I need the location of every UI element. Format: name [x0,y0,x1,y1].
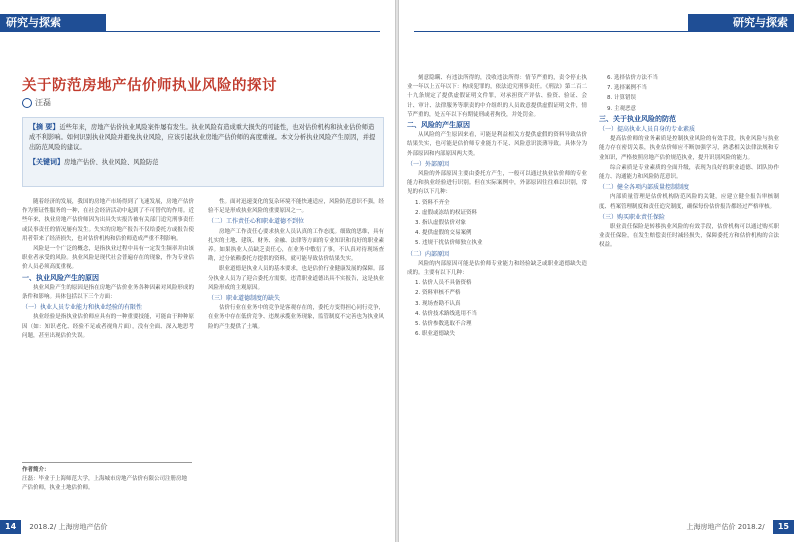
left-column-2 [208,198,384,508]
right-column-1 [407,74,587,514]
subsection-heading: （二）工作责任心和职业道德不到位 [208,218,305,226]
abstract-box [22,117,384,187]
footer-left [0,520,107,534]
author-icon [22,98,32,108]
list-item: 1. 估价人员不具备资格 [415,280,472,287]
list-item: 6. 选择估价方法不当 [607,75,658,81]
list-item: 6. 职业道德缺失 [415,331,455,338]
paragraph: 内部质量管理是估价机构防范风险的关键，应建立健全报告审核制度、档案管理制度和责任追究制度，确保每份估价报告都经过严格审核。 [599,194,779,210]
journal-name-right: 上海房地产估价 2018.2/ [686,523,765,531]
abstract: 【摘 要】近些年来，房地产估价执业风险案件屡有发生。执业风险有造成重大损失的可能性，也对估价机构和执业估价师造成不利影响。如何识别执业风险并避免执业风险，应该引起执业房地产估价师的高度重视。本文分析执业风险产生原因，并提出防范风险的建议。 [29,123,376,151]
paragraph: 风险是一个广泛的概念，是指执业过程中具有一定发生频率并由该职业者承受的风险。执业风险是现代社会普遍存在的现象，作为专业估价人员必须高度重视。 [22,246,194,271]
subsection-heading: （二）内部原因 [407,250,450,258]
list-item: 4. 提供虚假的交易案例 [415,230,472,237]
paragraph: 风险的内部原因可能是估价师专业能力和经验缺乏或职业道德缺失造成的。主要有以下几种： [407,260,587,277]
left-column-1 [22,198,194,458]
paragraph: 职业责任保险是转移执业风险的有效手段，估价机构可以通过购买职业责任保险，在发生赔偿责任时减轻损失，保障委托方和估价机构的合法权益。 [599,224,779,249]
page-number-left: 14 [0,520,21,534]
list-item: 8. 计算错误 [607,95,636,102]
section-heading: 三、关于执业风险的防范 [599,114,676,123]
subsection-heading: （一）外部原因 [407,160,450,168]
list-item: 2. 资料审核不严格 [415,290,461,297]
section-heading: 一、执业风险产生的原因 [22,273,99,282]
list-item: 5. 估价参数选取不合理 [415,321,472,328]
list-item: 9. 主观恶意 [607,105,636,112]
paragraph: 从风险的产生原因来看，可能是利益相关方提供虚假的资料导致估价结果失实，也可能是估价师专业能力不足、风险意识淡薄导致。具体分为外部原因和内部原因两大类。 [407,132,587,157]
paragraph: 执业风险产生的原因是指在房地产估价业务各种因素对风险形成的条件和影响。具体包括以下三个方面： [22,284,194,301]
keywords: 【关键词】房地产估价、执业风险、风险防范 [29,158,159,166]
paragraph: 性。面对迅速变化的复杂环境不能快速适应，风险防范意识不强，经验不足是形成执业风险的重要原因之一。 [208,199,384,215]
subsection-heading: （一）提高执业人员自身的专业素质 [599,126,696,134]
subsection-heading: （三）购买职业责任保险 [599,213,666,221]
header-rule-left [0,31,380,32]
left-page [0,0,395,542]
paragraph: 刻意隐瞒、有违法所得的，没收违法所得：情节严重的，责令停止执业一年以上五年以下：构成犯罪的，依法追究刑事责任。《刑法》第二百二十九条规定了提供虚假证明文件罪，对承担资产评估、验资、验证、会计、审计、法律服务等职责的中介组织的人员故意提供虚假证明文件，情节严重的，处五年以下有期徒刑或者拘役，并处罚金。 [407,75,587,118]
subsection-heading: （一）执业人员专业能力和执业经验的有限性 [22,304,143,312]
paragraph: 提高估价师的业务素质是控制执业风险的有效手段。执业风险与执业能力存在密切关系，执业估价师应不断加强学习，熟悉相关法律法规和专业知识，严格按照房地产估价规范执业，提升识别风险的能力。 [599,136,779,161]
paragraph: 估价行业在业务中的竞争是客观存在的，委托方变得担心同行竞争，在业务中存在低价竞争、违规承揽业务现象，监管制度不完善也为执业风险的产生提供了土壤。 [208,305,384,330]
article-title: 关于防范房地产估价师执业风险的探讨 [22,78,277,94]
author-bio: 作者简介： 汪磊：毕业于上海师范大学，上海城市房地产估价有限公司注册房地产估价师，执业土地估价师。 [22,462,192,493]
paragraph: 执业经验是指执业估价师应具有的一种重要技能，可能由于种种原因（如：知识老化、经验不足或者视角片面），没有全面、深入地思考问题，甚至出现估价失误。 [22,314,194,339]
page-number-right: 15 [773,520,794,534]
author-name: 汪磊 [35,98,51,107]
right-page [399,0,794,542]
right-column-2 [599,74,779,514]
subsection-heading: （二）健全各项内部质量控制制度 [599,184,690,192]
list-item: 4. 估价技术路线选用不当 [415,310,477,317]
list-item: 2. 虚假或冻结的权证资料 [415,209,477,216]
header-rule-right [414,31,794,32]
paragraph: 职业道德是执业人员的基本要求，也是估价行业健康发展的保障。部分执业人员为了迎合委托方需要，违背职业道德出具不实报告，这是执业风险形成的主观原因。 [208,266,384,291]
paragraph: 随着经济的发展，我国的房地产市场得到了飞速发展，房地产估价作为鉴证性服务的一种，在社会经济活动中起到了不可替代的作用。近些年来，执业房地产估价师因为出具失实报告被有关部门追究刑事责任或民事责任的情况屡有发生。失实的房地产报告不仅给委托方或报告使用者带来了经济损失，也对估价机构和估价师造成严重不利影响。 [22,199,194,242]
journal-name-left: 2018.2/ 上海房地产估价 [29,523,108,531]
list-item: 7. 选择案例不当 [607,85,647,92]
list-item: 3. 指认虚假估价对象 [415,220,466,227]
author-line [22,97,51,108]
paragraph: 房地产工作责任心要求执业人员认真的工作态度。细致的思维，具有扎实的土地、建筑、财务、金融、法律等方面的专业知识和良好的职业素养。如果执业人员缺乏责任心，在业务中敷衍了事，不认真对待现场查勘，过分依赖委托方提供的资料，就可能导致估价结果失实。 [208,228,384,263]
list-item: 3. 现场查勘不认真 [415,300,461,307]
paragraph: 风险的外部原因主要由委托方产生，一般可以通过执业估价师的专业能力和执业经验进行识别。但在实际案例中，外部原因往往难以识别，常见的有以下几种： [407,171,587,196]
paragraph: 综合素质是专业素质的全面升级，表现为良好的职业道德、团队协作能力、沟通能力和风险防范意识。 [599,164,779,181]
list-item: 1. 资料不齐全 [415,199,450,206]
section-header-left: 研究与探索RESEARCH [0,14,106,32]
footer-right [687,520,794,534]
section-header-right: 研究与探索RESEARCH [688,14,794,32]
list-item: 5. 违规干扰估价师独立执业 [415,240,483,247]
section-heading: 二、风险的产生原因 [407,121,470,130]
subsection-heading: （三）职业道德制度的缺失 [208,295,281,303]
